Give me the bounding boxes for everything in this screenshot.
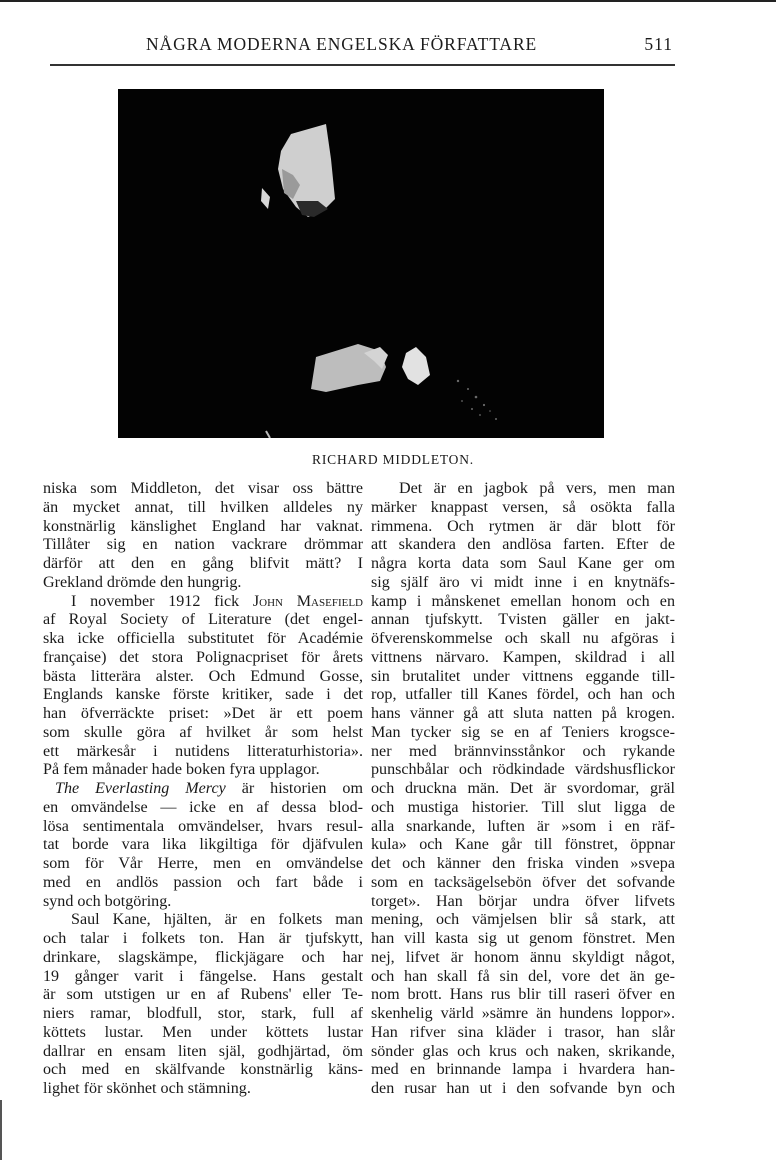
text-line: dallrar en ensam liten själ, godhjärtad, öm xyxy=(43,1042,363,1060)
text-line xyxy=(43,593,363,612)
text-line: han vill kasta sig ut genom fönstret. Men xyxy=(371,930,675,947)
text-line: sig själf äro vi midt inne i en knytnäfs- xyxy=(371,573,675,591)
text-fragment: I november 1912 fick xyxy=(71,592,253,610)
scan-margin-mark xyxy=(0,1100,2,1160)
figure-caption: RICHARD MIDDLETON. xyxy=(312,452,474,467)
text-line: och med en skälfvande konstnärlig käns- xyxy=(43,1061,363,1079)
portrait-illustration xyxy=(118,89,604,438)
text-line: köttets lustar. Men under köttets lustar xyxy=(43,1023,363,1041)
text-line: niska som Middleton, det visar oss bättre xyxy=(43,480,363,497)
text-line: Tillåter sig en nation vackrare drömmar xyxy=(43,536,363,554)
text-line: och talar i folkets ton. Han är tjufskytt, xyxy=(43,930,363,947)
text-column-right xyxy=(371,480,675,1099)
text-line: det och känner den friska vinden »svepa xyxy=(371,855,675,872)
text-line: niers ramar, blodfull, stor, stark, full af xyxy=(43,1005,363,1022)
text-line: torget». Han börjar undra öfver lifvets xyxy=(371,892,675,910)
text-line: nom brott. Hans rus blir till raseri öfver en xyxy=(371,986,675,1004)
text-line: sin brutalitet under vittnens eggande till- xyxy=(371,667,675,685)
text-line: märker knappast versen, så osökta falla xyxy=(371,498,675,516)
text-line: som en tacksägelsebön öfver det sofvande xyxy=(371,873,675,891)
text-line: drinkare, slagskämpe, flickjägare och har xyxy=(43,948,363,966)
text-line: alla snarkande, luften är »som i en räf- xyxy=(371,817,675,835)
text-line: Det är en jagbok på vers, men man xyxy=(399,480,675,497)
text-line: än mycket annat, till hvilken alldeles ny xyxy=(43,498,363,516)
text-line: bästa litterära alster. Och Edmund Gosse, xyxy=(43,667,363,685)
text-line: annan tjufskytt. Tvisten gäller en jakt- xyxy=(371,611,675,629)
text-line: är som utstigen ur en af Rubens' eller Te- xyxy=(43,986,363,1004)
text-line: Grekland drömde den hungrig. xyxy=(43,573,242,591)
text-line: rop, utfaller till Kanes fördel, och han och xyxy=(371,686,675,704)
text-line: française) det stora Polignacpriset för årets xyxy=(43,648,363,666)
author-name: John Masefield xyxy=(252,592,363,610)
text-line: öfverenskommelse och skall nu afgöras i xyxy=(371,630,675,647)
page-header xyxy=(50,28,675,68)
text-fragment: är historien om xyxy=(225,780,363,797)
text-line: På fem månader hade boken fyra upplagor. xyxy=(43,761,320,779)
text-line: några korta data som Saul Kane ger om xyxy=(371,555,675,572)
text-line: och mustiga historier. Till slut ligga de xyxy=(371,798,675,816)
text-line: därför att den en gång blifvit mätt? I xyxy=(43,555,363,572)
text-line: ner med brännvinsstånkor och rykande xyxy=(371,742,675,760)
page-number: 511 xyxy=(644,34,673,54)
text-line: konstnärlig känslighet England har vaknat. xyxy=(43,517,363,535)
text-line: lösa sentimentala omvändelser, hvars resul- xyxy=(43,817,363,835)
text-line: Saul Kane, hjälten, är en folkets man xyxy=(71,911,363,929)
text-line: sönder glas och krus och naken, skrikande, xyxy=(371,1042,675,1060)
text-line: Man tycker sig se en af Teniers krogsce- xyxy=(371,723,675,741)
text-line: kula» och Kane går till fönstret, öppnar xyxy=(371,836,675,854)
text-line: hans vänner gå att sluta natten på krogen. xyxy=(371,705,675,722)
text-line: kamp i månskenet emellan honom och en xyxy=(371,592,675,610)
text-column-left xyxy=(43,480,363,1099)
text-line: med en brinnande lampa i hvardera han- xyxy=(371,1061,675,1079)
text-line: tat borde vara lika likgiltiga för djäfvulen xyxy=(43,836,363,854)
text-line: nej, lifvet är honom ännu skyldigt något, xyxy=(371,948,675,966)
text-line: en omvändelse — icke en af dessa blod- xyxy=(43,798,363,816)
text-line: rimmena. Och rytmen är där blott för xyxy=(371,517,675,535)
text-line: 19 gånger varit i fängelse. Hans gestalt xyxy=(43,967,363,985)
text-line xyxy=(43,780,363,799)
text-line: den rusar han ut i den sofvande byn och xyxy=(371,1080,675,1097)
text-line: som skulle göra af hvilket år som helst xyxy=(43,723,363,741)
text-line: mening, och vämjelsen blir så stark, att xyxy=(371,911,675,929)
portrait-photo xyxy=(118,89,604,438)
text-line: vittnens närvaro. Kampen, skildrad i all xyxy=(371,648,675,666)
text-line: Englands kanske förste kritiker, sade i det xyxy=(43,686,363,704)
text-line: ska icke officiella substitutet för Académie xyxy=(43,630,363,647)
text-line: att skandera den andlösa farten. Efter de xyxy=(371,536,675,554)
header-rule xyxy=(50,64,675,66)
text-line: synd och botgöring. xyxy=(43,892,172,910)
text-line: Han rifver sina kläder i trasor, han slår xyxy=(371,1023,675,1041)
text-line: lighet för skönhet och stämning. xyxy=(43,1080,251,1097)
text-line: ett märkesår i nutidens litteraturhistoria». xyxy=(43,742,363,760)
scan-top-edge xyxy=(0,0,776,2)
text-line: han öfverräckte priset: »Det är ett poem xyxy=(43,705,363,722)
text-line: skenhelig värld »sämre än hundens loppor». xyxy=(371,1005,675,1022)
text-line: punschbålar och rödkindade värdshusflickor xyxy=(371,761,675,779)
text-line: och druckna män. Det är svordomar, gräl xyxy=(371,780,675,797)
running-title: NÅGRA MODERNA ENGELSKA FÖRFATTARE xyxy=(146,34,538,54)
book-title: The Everlasting Mercy xyxy=(55,780,226,797)
text-line: som för Vår Herre, men en omvändelse xyxy=(43,855,363,872)
text-line: med en andlös passion och fart både i xyxy=(43,873,363,891)
text-line: och han skall få sin del, vore det än ge- xyxy=(371,967,675,985)
text-line: af Royal Society of Literature (det engel- xyxy=(43,611,363,629)
